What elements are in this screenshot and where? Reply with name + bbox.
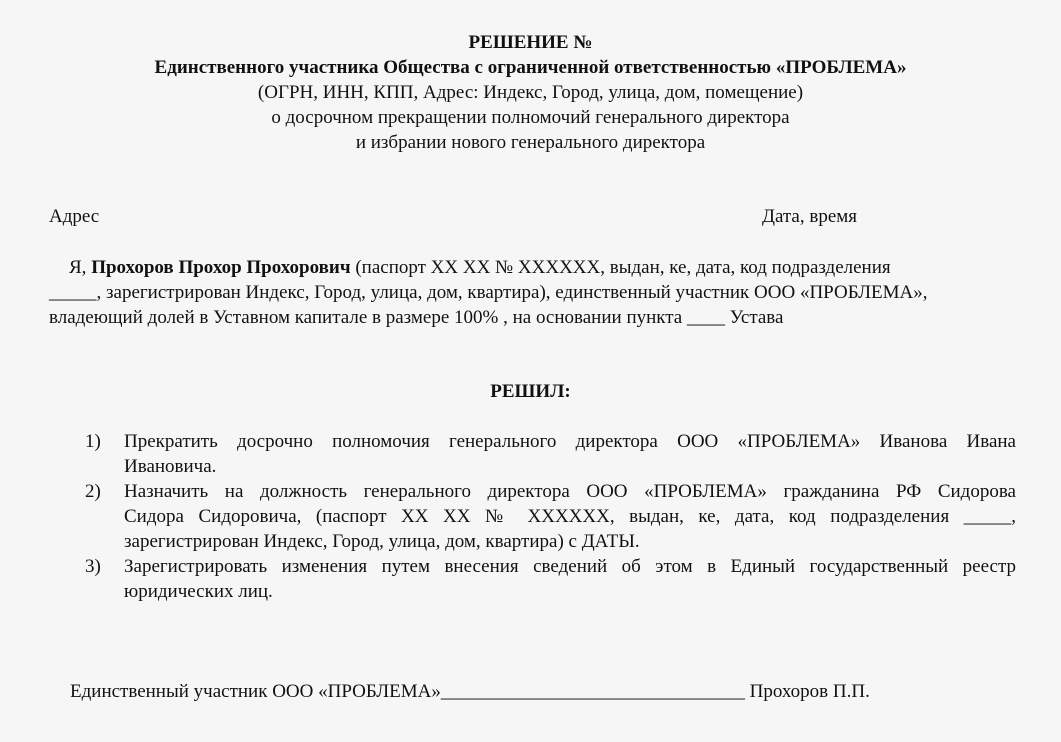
list-item (85, 429, 1016, 479)
list-item (85, 479, 1016, 554)
date-label: Дата, время (762, 206, 858, 227)
list-item-text (124, 479, 1016, 554)
document-title: РЕШЕНИЕ № (468, 32, 593, 53)
list-item-line: юридических лиц. (124, 581, 273, 602)
intro-line-1 (49, 255, 1024, 280)
participant-name: Прохоров Прохор Прохорович (91, 257, 351, 278)
company-details: (ОГРН, ИНН, КПП, Адрес: Индекс, Город, улица, дом, помещение) (257, 82, 804, 103)
intro-line-2: _____, зарегистрирован Индекс, Город, улица, дом, квартира), единственный участник ООО «ПРОБЛЕМА», (49, 282, 928, 303)
decision-list (85, 429, 1016, 604)
decided-heading: РЕШИЛ: (490, 381, 571, 402)
purpose-line-1: о досрочном прекращении полномочий генерального директора (271, 107, 790, 128)
list-item-text (124, 429, 1016, 479)
list-item-line: Назначить на должность генерального директора ООО «ПРОБЛЕМА» гражданина РФ Сидорова (124, 481, 1016, 502)
document-header (0, 30, 1061, 155)
intro-line-3: владеющий долей в Уставном капитале в размере 100% , на основании пункта ____ Устава (49, 307, 784, 328)
list-item-line: зарегистрирован Индекс, Город, улица, дом, квартира) с ДАТЫ. (124, 531, 640, 552)
list-item-line: Прекратить досрочно полномочия генерального директора ООО «ПРОБЛЕМА» Иванова Ивана (124, 431, 1016, 452)
list-item-line: Сидора Сидоровича, (паспорт ХХ ХХ № ХХХХХХ, выдан, ке, дата, код подразделения _____, (124, 506, 1016, 527)
list-item-line: Ивановича. (124, 456, 217, 477)
list-item-number: 1) (85, 431, 101, 452)
document-subtitle: Единственного участника Общества с ограниченной ответственностью «ПРОБЛЕМА» (154, 57, 907, 78)
list-item-line: Зарегистрировать изменения путем внесения сведений об этом в Единый государственный реестр (124, 556, 1016, 577)
signature-line: Единственный участник ООО «ПРОБЛЕМА»________________________________ Прохоров П.П. (70, 681, 870, 702)
intro-paragraph (49, 255, 1024, 330)
list-item-number: 2) (85, 481, 101, 502)
list-item-number: 3) (85, 556, 101, 577)
intro-prefix: Я, (69, 257, 92, 278)
list-item-text (124, 554, 1016, 604)
intro-line-1-rest: (паспорт ХХ ХХ № ХХХХХХ, выдан, ке, дата, код подразделения (350, 257, 891, 278)
purpose-line-2: и избрании нового генерального директора (355, 132, 706, 153)
list-item (85, 554, 1016, 604)
address-label: Адрес (49, 206, 100, 227)
